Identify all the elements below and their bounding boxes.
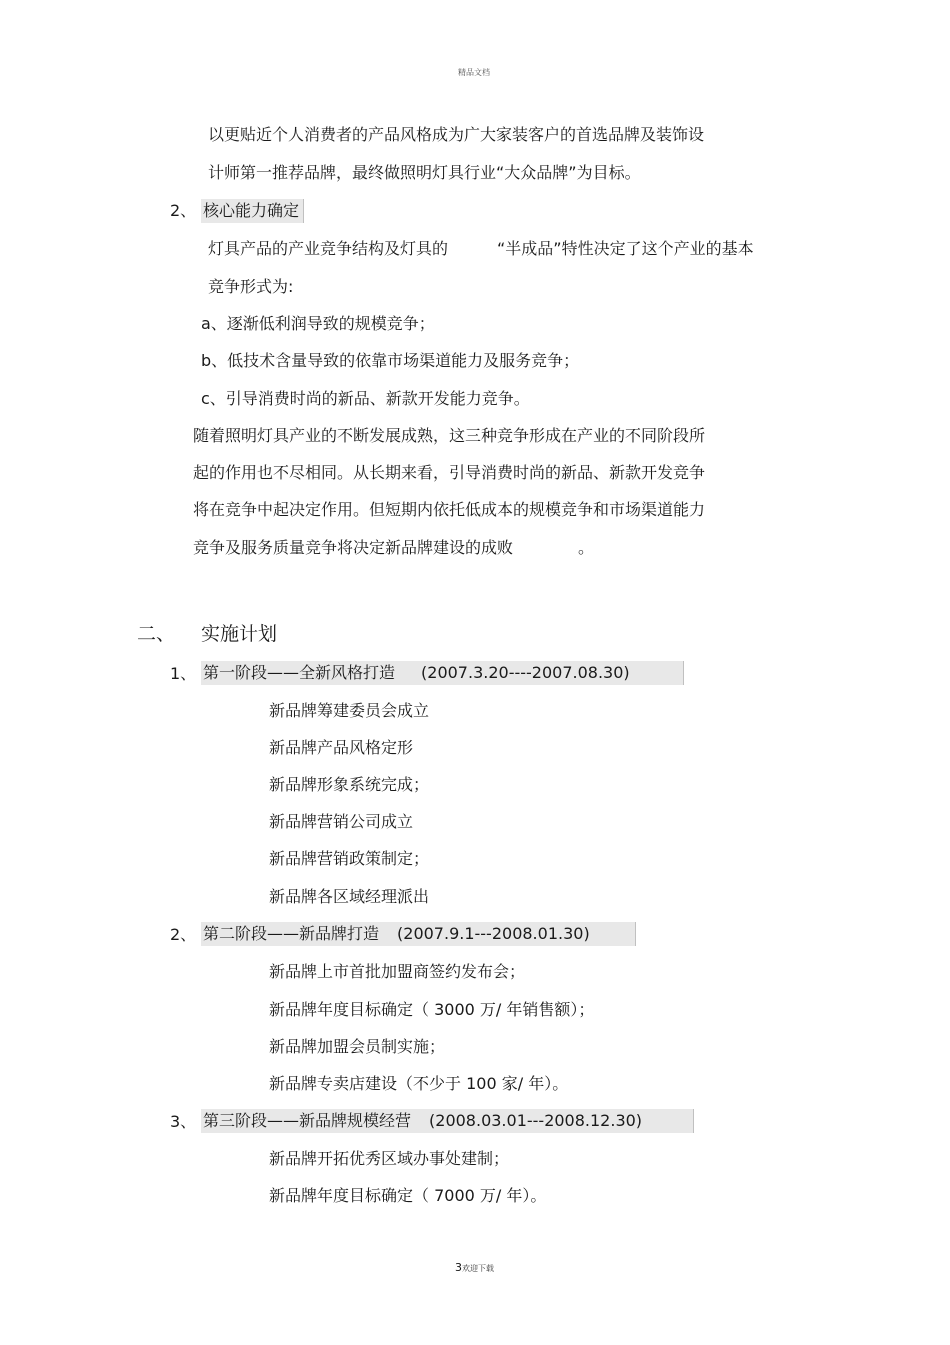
core-p1-line1-a: 灯具产品的产业竞争结构及灯具的 [208, 239, 449, 258]
phase1-item: 新品牌形象系统完成； [269, 775, 430, 794]
phase1-item: 新品牌产品风格定形 [269, 738, 414, 757]
core-p1-line1-b: “半成品”特性决定了这个产业的基本 [497, 239, 754, 258]
section2-number: 二、 [137, 623, 176, 645]
core-p2-line4-b: 。 [578, 538, 595, 557]
core-p2-line4-a: 竞争及服务质量竞争将决定新品牌建设的成败 [193, 538, 514, 557]
page-header: 精品文档 [458, 68, 490, 77]
core-p2-line2: 起的作用也不尽相同。从长期来看，引导消费时尚的新品、新款开发竞争 [193, 463, 706, 482]
phase2-item: 新品牌上市首批加盟商签约发布会； [269, 962, 526, 981]
phase2-dates: (2007.9.1---2008.01.30) [397, 924, 590, 943]
phase2-item: 新品牌年度目标确定（ 3000 万/ 年销售额）； [269, 1000, 595, 1019]
phase2-number: 2、 [170, 925, 197, 944]
phase1-item: 新品牌筹建委员会成立 [269, 701, 430, 720]
phase1-number: 1、 [170, 664, 197, 683]
phase3-number: 3、 [170, 1112, 197, 1131]
phase3-item: 新品牌年度目标确定（ 7000 万/ 年）。 [269, 1186, 547, 1205]
phase3-dates: (2008.03.01---2008.12.30) [429, 1111, 643, 1130]
section2-title: 实施计划 [201, 623, 278, 645]
phase3-title: 第三阶段——新品牌规模经营 [203, 1111, 412, 1130]
phase1-heading [201, 661, 684, 685]
core-p2-line3: 将在竞争中起决定作用。但短期内依托低成本的规模竞争和市场渠道能力 [193, 500, 706, 519]
phase1-dates: (2007.3.20----2007.08.30) [421, 663, 630, 682]
phase2-item: 新品牌专卖店建设（不少于 100 家/ 年）。 [269, 1074, 569, 1093]
phase3-heading [201, 1109, 694, 1133]
page-footer [455, 1261, 494, 1274]
intro-line-1: 以更贴近个人消费者的产品风格成为广大家装客户的首选品牌及装饰设 [208, 125, 705, 144]
phase1-item: 新品牌各区域经理派出 [269, 887, 430, 906]
core-item-a: a、逐渐低利润导致的规模竞争； [201, 314, 435, 333]
phase2-title: 第二阶段——新品牌打造 [203, 924, 380, 943]
core-item-b: b、低技术含量导致的依靠市场渠道能力及服务竞争； [201, 351, 580, 370]
phase1-title: 第一阶段——全新风格打造 [203, 663, 396, 682]
phase1-item: 新品牌营销公司成立 [269, 812, 414, 831]
core-number: 2、 [170, 201, 197, 220]
phase3-item: 新品牌开拓优秀区域办事处建制； [269, 1149, 510, 1168]
core-p2-line1: 随着照明灯具产业的不断发展成熟，这三种竞争形成在产业的不同阶段所 [193, 426, 706, 445]
core-title: 核心能力确定 [201, 199, 304, 223]
intro-line-2: 计师第一推荐品牌，最终做照明灯具行业“大众品牌”为目标。 [208, 163, 641, 182]
core-item-c: c、引导消费时尚的新品、新款开发能力竞争。 [201, 389, 530, 408]
page-number: 3 [455, 1261, 462, 1274]
phase2-item: 新品牌加盟会员制实施； [269, 1037, 446, 1056]
core-p1-line2: 竞争形式为: [208, 277, 294, 296]
footer-text: 欢迎下载 [462, 1264, 494, 1273]
phase2-heading [201, 922, 636, 946]
phase1-item: 新品牌营销政策制定； [269, 849, 430, 868]
